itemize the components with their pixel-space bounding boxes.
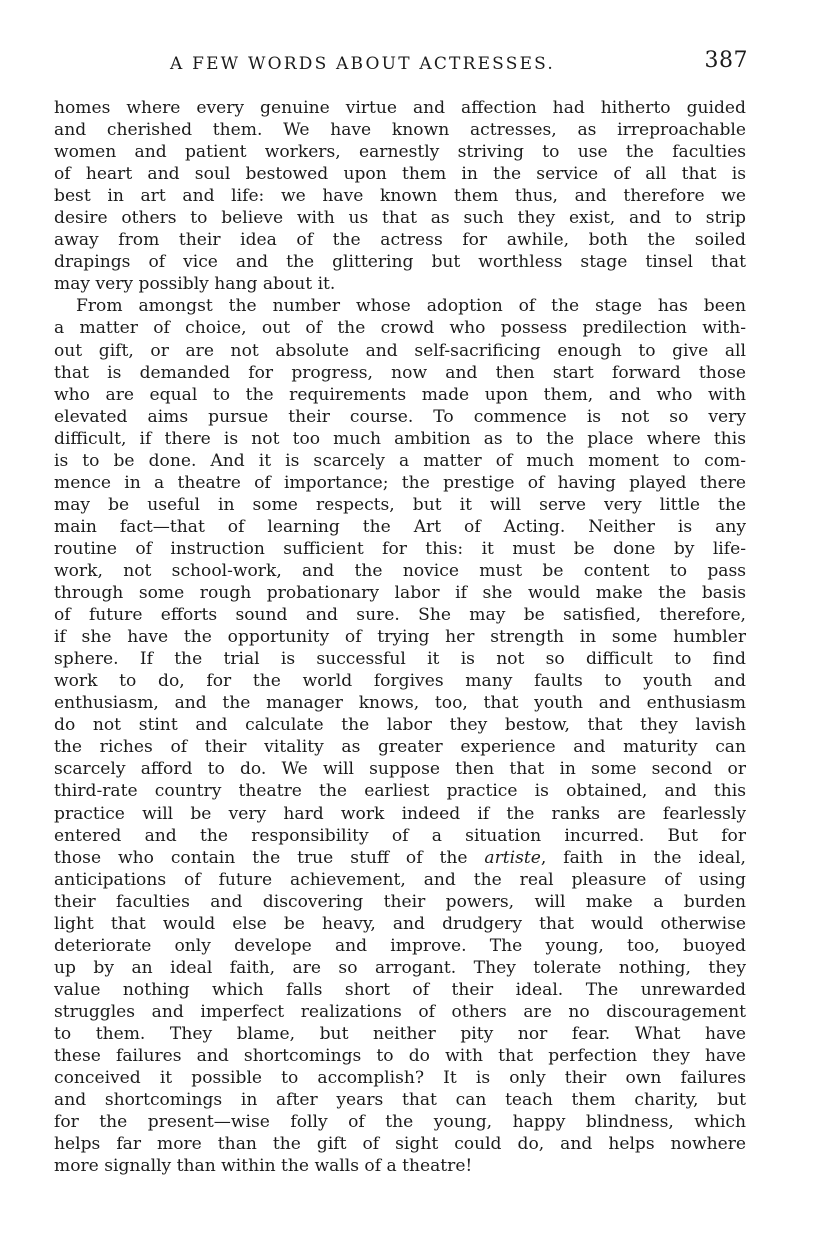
italic-word: artiste: [484, 847, 541, 868]
text-line: these failures and shortcomings to do with that perfection they have: [54, 1046, 746, 1067]
text-line: that is demanded for progress, now and then start forward those: [54, 362, 746, 383]
text-line: value nothing which falls short of their ideal. The unrewarded: [54, 979, 746, 1000]
text-line: enthusiasm, and the manager knows, too, that youth and enthusiasm: [54, 693, 746, 714]
text-line: main fact—that of learning the Art of Acting. Neither is any: [54, 516, 746, 537]
text-line: light that would else be heavy, and drudgery that would otherwise: [54, 913, 746, 934]
text-line: anticipations of future achievement, and the real pleasure of using: [54, 869, 746, 890]
text-line: third-rate country theatre the earliest practice is obtained, and this: [54, 781, 746, 802]
text-line: women and patient workers, earnestly striving to use the faculties: [54, 142, 746, 163]
text-line: mence in a theatre of importance; the prestige of having played there: [54, 472, 746, 493]
text-line: conceived it possible to accomplish? It is only their own failures: [54, 1068, 746, 1089]
text-line: work, not school-work, and the novice must be content to pass: [54, 560, 746, 581]
text-line: is to be done. And it is scarcely a matter of much moment to com-: [54, 450, 746, 471]
text-run: , faith in the ideal,: [540, 847, 746, 868]
text-line: scarcely afford to do. We will suppose then that in some second or: [54, 759, 746, 780]
text-line: deteriorate only develope and improve. The young, too, buoyed: [54, 935, 746, 956]
text-line: through some rough probationary labor if she would make the basis: [54, 583, 746, 604]
text-line: From amongst the number whose adoption of the stage has been: [76, 296, 746, 317]
text-line: for the present—wise folly of the young, happy blindness, which: [54, 1112, 746, 1133]
text-line-with-italic: [54, 847, 746, 869]
text-line: best in art and life: we have known them thus, and therefore we: [54, 186, 746, 207]
text-line: and shortcomings in after years that can teach them charity, but: [54, 1090, 746, 1111]
text-line: and cherished them. We have known actresses, as irreproachable: [54, 120, 746, 141]
text-line: more signally than within the walls of a theatre!: [54, 1156, 473, 1177]
text-line: helps far more than the gift of sight could do, and helps nowhere: [54, 1134, 746, 1155]
text-run: those who contain the true stuff of the: [54, 847, 468, 868]
text-line: to them. They blame, but neither pity nor fear. What have: [54, 1023, 746, 1044]
text-line: work to do, for the world forgives many faults to youth and: [54, 671, 746, 692]
text-line: routine of instruction sufficient for this: it must be done by life-: [54, 538, 746, 559]
text-line: of heart and soul bestowed upon them in the service of all that is: [54, 164, 746, 185]
text-line: desire others to believe with us that as such they exist, and to strip: [54, 208, 746, 229]
text-line: practice will be very hard work indeed if the ranks are fearlessly: [54, 803, 746, 824]
running-head: [58, 48, 748, 80]
text-line: their faculties and discovering their powers, will make a burden: [54, 891, 746, 912]
text-line: a matter of choice, out of the crowd who possess predilection with-: [54, 318, 746, 339]
text-line: may very possibly hang about it.: [54, 274, 336, 295]
page-number: 387: [704, 48, 748, 73]
text-line: do not stint and calculate the labor they bestow, that they lavish: [54, 715, 746, 736]
text-line: up by an ideal faith, are so arrogant. They tolerate nothing, they: [54, 957, 746, 978]
text-line: away from their idea of the actress for awhile, both the soiled: [54, 230, 746, 251]
text-line: out gift, or are not absolute and self-sacrificing enough to give all: [54, 340, 746, 361]
text-line: of future efforts sound and sure. She may be satisfied, therefore,: [54, 605, 746, 626]
text-line: sphere. If the trial is successful it is not so difficult to find: [54, 649, 746, 670]
text-line: the riches of their vitality as greater experience and maturity can: [54, 737, 746, 758]
text-line: who are equal to the requirements made upon them, and who with: [54, 384, 746, 405]
text-line: entered and the responsibility of a situation incurred. But for: [54, 825, 746, 846]
text-line: struggles and imperfect realizations of others are no discouragement: [54, 1001, 746, 1022]
text-line: difficult, if there is not too much ambition as to the place where this: [54, 428, 746, 449]
text-line: elevated aims pursue their course. To commence is not so very: [54, 406, 746, 427]
text-line: if she have the opportunity of trying her strength in some humbler: [54, 627, 746, 648]
text-line: may be useful in some respects, but it will serve very little the: [54, 494, 746, 515]
text-line: homes where every genuine virtue and affection had hitherto guided: [54, 98, 746, 118]
running-title: A FEW WORDS ABOUT ACTRESSES.: [170, 54, 556, 74]
text-line: drapings of vice and the glittering but worthless stage tinsel that: [54, 252, 746, 273]
body-text: [54, 97, 746, 1177]
